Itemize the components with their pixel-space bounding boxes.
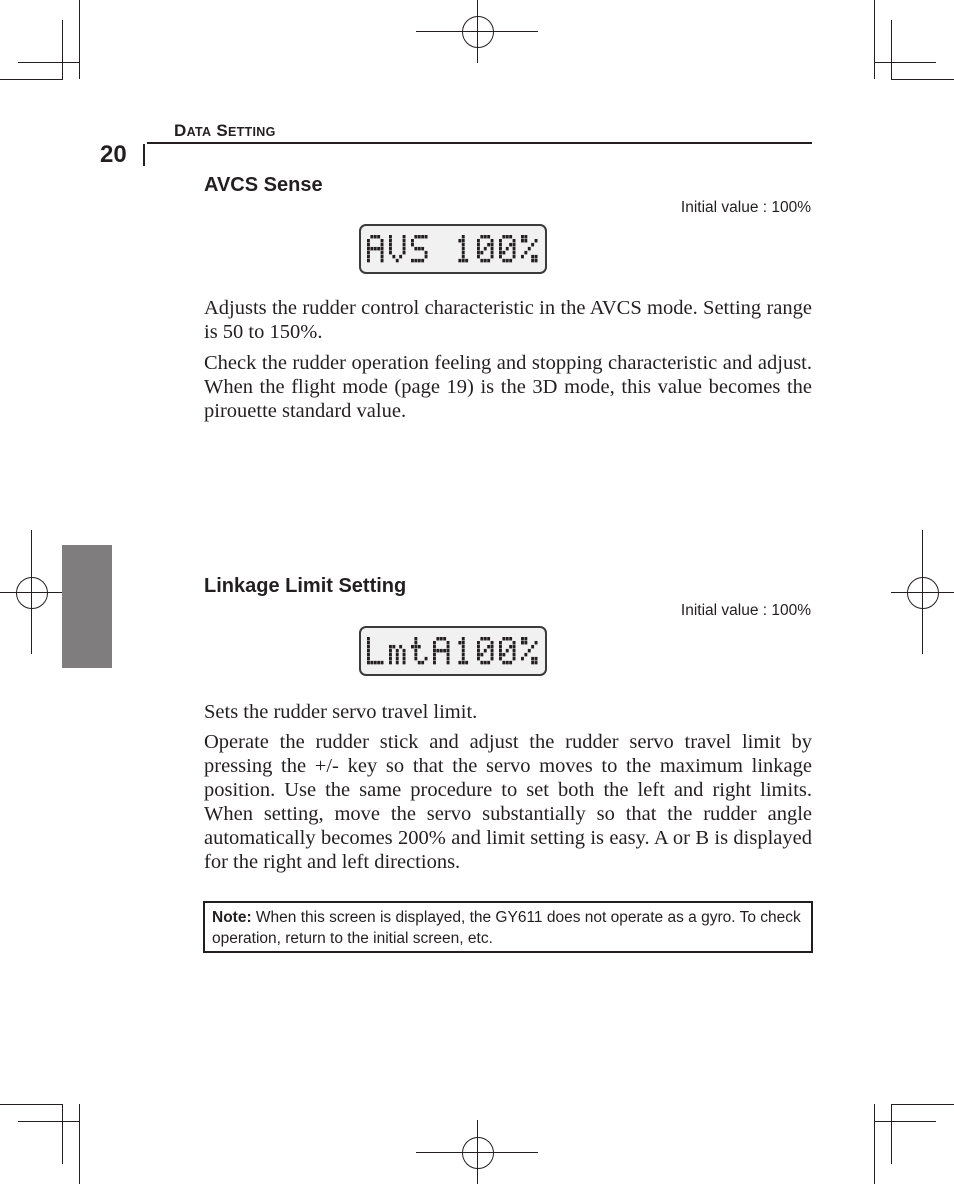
side-tab	[62, 545, 112, 668]
lcd-pixel	[403, 661, 406, 664]
lcd-pixel	[425, 657, 428, 660]
lcd-pixel	[477, 645, 480, 648]
lcd-pixel	[521, 239, 524, 242]
lcd-pixel	[513, 251, 516, 254]
lcd-pixel	[513, 239, 516, 242]
lcd-pixel	[370, 235, 373, 238]
lcd-pixel	[458, 641, 461, 644]
lcd-pixel	[491, 653, 494, 656]
lcd-pixel	[367, 649, 370, 652]
lcd-pixel	[433, 657, 436, 660]
lcd-pixel	[367, 641, 370, 644]
crop-mark	[874, 62, 936, 63]
lcd-pixel	[389, 235, 392, 238]
lcd-pixel	[513, 243, 516, 246]
lcd-pixel	[443, 637, 446, 640]
lcd-pixel	[418, 247, 421, 250]
lcd-pixel	[535, 259, 538, 262]
crop-mark	[79, 0, 80, 79]
lcd-pixel	[414, 657, 417, 660]
linkage-initial-value: Initial value : 100%	[680, 602, 811, 619]
crop-mark	[874, 1121, 936, 1122]
avcs-paragraph-1: Adjusts the rudder control characteristic in the AVCS mode. Setting range is 50 to 150%.	[204, 297, 812, 343]
lcd-pixel	[491, 645, 494, 648]
lcd-pixel	[499, 243, 502, 246]
lcd-pixel	[367, 637, 370, 640]
lcd-pixel	[389, 649, 392, 652]
lcd-pixel	[506, 649, 509, 652]
lcd-pixel	[480, 259, 483, 262]
lcd-pixel	[414, 653, 417, 656]
lcd-pixel	[513, 653, 516, 656]
lcd-pixel	[477, 255, 480, 258]
lcd-pixel	[513, 641, 516, 644]
lcd-pixel	[462, 255, 465, 258]
lcd-pixel	[506, 637, 509, 640]
lcd-pixel	[389, 645, 392, 648]
lcd-pixel	[506, 661, 509, 664]
lcd-pixel	[433, 649, 436, 652]
lcd-pixel	[509, 645, 512, 648]
lcd-pixel	[513, 649, 516, 652]
lcd-pixel	[524, 251, 527, 254]
lcd-pixel	[418, 259, 421, 262]
lcd-pixel	[403, 235, 406, 238]
lcd-pixel	[521, 641, 524, 644]
lcd-pixel	[414, 641, 417, 644]
lcd-pixel	[389, 653, 392, 656]
lcd-pixel	[528, 247, 531, 250]
lcd-pixel	[524, 653, 527, 656]
lcd-pixel	[414, 247, 417, 250]
lcd-char	[499, 637, 516, 664]
lcd-pixel	[436, 637, 439, 640]
lcd-pixel	[421, 235, 424, 238]
lcd-pixel	[396, 649, 399, 652]
lcd-pixel	[425, 255, 428, 258]
lcd-pixel	[502, 653, 505, 656]
lcd-pixel	[367, 653, 370, 656]
lcd-pixel	[433, 653, 436, 656]
lcd-pixel	[462, 641, 465, 644]
lcd-char	[433, 637, 450, 664]
lcd-pixel	[480, 653, 483, 656]
lcd-pixel	[462, 259, 465, 262]
registration-circle	[16, 577, 48, 609]
lcd-pixel	[381, 661, 384, 664]
lcd-pixel	[425, 235, 428, 238]
lcd-pixel	[396, 657, 399, 660]
lcd-pixel	[487, 661, 490, 664]
lcd-char	[367, 637, 384, 664]
lcd-pixel	[499, 649, 502, 652]
lcd-pixel	[499, 645, 502, 648]
lcd-pixel	[499, 653, 502, 656]
lcd-char	[477, 637, 494, 664]
lcd-pixel	[535, 255, 538, 258]
lcd-pixel	[524, 641, 527, 644]
lcd-pixel	[462, 243, 465, 246]
lcd-pixel	[535, 641, 538, 644]
lcd-pixel	[374, 661, 377, 664]
lcd-pixel	[392, 645, 395, 648]
lcd-pixel	[531, 645, 534, 648]
lcd-pixel	[502, 235, 505, 238]
crop-mark	[62, 20, 63, 80]
lcd-pixel	[462, 661, 465, 664]
lcd-pixel	[521, 657, 524, 660]
lcd-char	[389, 235, 406, 262]
lcd-pixel	[524, 637, 527, 640]
lcd-pixel	[411, 259, 414, 262]
lcd-pixel	[403, 251, 406, 254]
lcd-pixel	[377, 235, 380, 238]
lcd-pixel	[433, 645, 436, 648]
crop-mark	[891, 1104, 954, 1105]
lcd-pixel	[535, 661, 538, 664]
lcd-pixel	[521, 235, 524, 238]
lcd-pixel	[477, 657, 480, 660]
lcd-pixel	[374, 247, 377, 250]
lcd-pixel	[477, 653, 480, 656]
lcd-pixel	[513, 255, 516, 258]
header-rule	[147, 142, 812, 144]
lcd-dot-matrix	[361, 628, 545, 674]
lcd-pixel	[524, 239, 527, 242]
lcd-pixel	[367, 239, 370, 242]
lcd-pixel	[484, 637, 487, 640]
lcd-pixel	[462, 239, 465, 242]
lcd-pixel	[499, 255, 502, 258]
lcd-pixel	[381, 247, 384, 250]
lcd-pixel	[480, 637, 483, 640]
lcd-pixel	[535, 239, 538, 242]
lcd-pixel	[411, 243, 414, 246]
lcd-pixel	[447, 653, 450, 656]
lcd-pixel	[403, 657, 406, 660]
lcd-pixel	[499, 657, 502, 660]
lcd-pixel	[399, 255, 402, 258]
lcd-pixel	[487, 235, 490, 238]
lcd-pixel	[414, 637, 417, 640]
lcd-pixel	[389, 657, 392, 660]
lcd-pixel	[487, 243, 490, 246]
lcd-pixel	[403, 239, 406, 242]
lcd-pixel	[531, 657, 534, 660]
lcd-pixel	[447, 641, 450, 644]
lcd-pixel	[447, 661, 450, 664]
lcd-pixel	[389, 243, 392, 246]
lcd-pixel	[477, 247, 480, 250]
lcd-pixel	[367, 251, 370, 254]
lcd-pixel	[528, 649, 531, 652]
lcd-pixel	[462, 637, 465, 640]
lcd-pixel	[499, 251, 502, 254]
lcd-char	[499, 235, 516, 262]
lcd-char	[521, 637, 538, 664]
lcd-pixel	[458, 661, 461, 664]
crop-mark	[874, 1104, 875, 1184]
lcd-char	[411, 235, 428, 262]
lcd-pixel	[421, 259, 424, 262]
lcd-pixel	[480, 251, 483, 254]
lcd-pixel	[477, 649, 480, 652]
lcd-pixel	[484, 247, 487, 250]
lcd-pixel	[477, 243, 480, 246]
lcd-pixel	[433, 641, 436, 644]
lcd-pixel	[458, 259, 461, 262]
linkage-paragraph-2: Operate the rudder stick and adjust the rudder servo travel limit by pressing the +/- key so that the servo moves to the maximum linkage position. Use the same procedure to set both the left and right limits. When setting, move the servo substantially so that the rudder angle automatically becomes 200% and limit setting is easy. A or B is displayed for the right and left directions.	[204, 731, 812, 873]
lcd-pixel	[389, 251, 392, 254]
lcd-pixel	[411, 239, 414, 242]
lcd-pixel	[462, 649, 465, 652]
lcd-pixel	[499, 247, 502, 250]
lcd-pixel	[477, 641, 480, 644]
lcd-pixel	[414, 645, 417, 648]
lcd-pixel	[491, 247, 494, 250]
lcd-pixel	[367, 657, 370, 660]
lcd-pixel	[506, 259, 509, 262]
lcd-pixel	[491, 657, 494, 660]
lcd-pixel	[443, 649, 446, 652]
lcd-pixel	[465, 661, 468, 664]
lcd-pixel	[389, 239, 392, 242]
linkage-heading: Linkage Limit Setting	[204, 575, 407, 597]
lcd-pixel	[484, 649, 487, 652]
lcd-pixel	[396, 653, 399, 656]
lcd-pixel	[491, 251, 494, 254]
lcd-pixel	[403, 243, 406, 246]
lcd-pixel	[513, 645, 516, 648]
lcd-pixel	[480, 661, 483, 664]
lcd-pixel	[477, 239, 480, 242]
note-box	[203, 901, 813, 953]
lcd-pixel	[513, 657, 516, 660]
avcs-initial-value: Initial value : 100%	[680, 199, 811, 216]
lcd-pixel	[491, 649, 494, 652]
lcd-char	[477, 235, 494, 262]
lcd-pixel	[484, 235, 487, 238]
lcd-pixel	[367, 259, 370, 262]
lcd-pixel	[535, 657, 538, 660]
lcd-pixel	[487, 645, 490, 648]
lcd-pixel	[418, 235, 421, 238]
lcd-pixel	[509, 637, 512, 640]
lcd-pixel	[403, 653, 406, 656]
lcd-pixel	[436, 649, 439, 652]
lcd-pixel	[487, 637, 490, 640]
lcd-pixel	[531, 243, 534, 246]
avcs-lcd-display	[359, 224, 547, 274]
lcd-pixel	[491, 255, 494, 258]
lcd-pixel	[389, 247, 392, 250]
lcd-pixel	[462, 251, 465, 254]
lcd-pixel	[502, 661, 505, 664]
avcs-paragraph-2: Check the rudder operation feeling and stopping characteristic and adjust. When the flight mode (page 19) is the 3D mode, this value becomes the pirouette standard value.	[204, 352, 812, 422]
crop-mark	[0, 79, 63, 80]
lcd-char	[458, 235, 468, 262]
lcd-pixel	[389, 661, 392, 664]
lcd-pixel	[403, 247, 406, 250]
lcd-pixel	[381, 239, 384, 242]
lcd-pixel	[414, 235, 417, 238]
lcd-pixel	[440, 637, 443, 640]
lcd-pixel	[531, 661, 534, 664]
crop-mark	[874, 0, 875, 79]
lcd-char	[458, 637, 468, 664]
crop-mark	[891, 20, 892, 80]
registration-circle	[462, 1137, 494, 1169]
lcd-pixel	[447, 649, 450, 652]
lcd-pixel	[370, 661, 373, 664]
lcd-pixel	[411, 645, 414, 648]
lcd-pixel	[377, 247, 380, 250]
crop-mark	[18, 62, 80, 63]
lcd-pixel	[509, 661, 512, 664]
lcd-pixel	[377, 661, 380, 664]
lcd-pixel	[381, 251, 384, 254]
lcd-pixel	[462, 235, 465, 238]
lcd-pixel	[381, 243, 384, 246]
lcd-pixel	[367, 661, 370, 664]
lcd-pixel	[477, 251, 480, 254]
lcd-pixel	[421, 661, 424, 664]
lcd-pixel	[506, 235, 509, 238]
lcd-pixel	[396, 259, 399, 262]
lcd-pixel	[465, 259, 468, 262]
lcd-char	[389, 645, 406, 664]
lcd-char	[411, 637, 428, 664]
lcd-pixel	[531, 255, 534, 258]
lcd-pixel	[374, 235, 377, 238]
lcd-dot-matrix	[361, 226, 545, 272]
lcd-char	[521, 235, 538, 262]
section-title: DATA SETTING	[174, 121, 276, 140]
lcd-pixel	[531, 259, 534, 262]
lcd-pixel	[440, 649, 443, 652]
crop-mark	[891, 79, 954, 80]
crop-mark	[79, 1104, 80, 1184]
lcd-pixel	[396, 661, 399, 664]
lcd-pixel	[433, 661, 436, 664]
lcd-pixel	[367, 243, 370, 246]
note-label: Note:	[212, 909, 252, 926]
page-number: 20	[100, 141, 127, 168]
lcd-pixel	[447, 657, 450, 660]
note-text: When this screen is displayed, the GY611 does not operate as a gyro. To check operation, return to the initial screen, etc.	[212, 909, 801, 947]
lcd-pixel	[513, 247, 516, 250]
crop-mark	[18, 1121, 80, 1122]
lcd-pixel	[462, 247, 465, 250]
registration-circle	[462, 16, 494, 48]
page-number-bar	[143, 144, 145, 166]
lcd-pixel	[458, 239, 461, 242]
crop-mark	[891, 1104, 892, 1164]
lcd-pixel	[499, 239, 502, 242]
lcd-pixel	[381, 255, 384, 258]
lcd-pixel	[502, 637, 505, 640]
linkage-lcd-display	[359, 626, 547, 676]
lcd-pixel	[370, 247, 373, 250]
crop-mark	[0, 1104, 63, 1105]
lcd-pixel	[491, 239, 494, 242]
lcd-pixel	[414, 259, 417, 262]
lcd-pixel	[462, 653, 465, 656]
lcd-pixel	[403, 649, 406, 652]
lcd-pixel	[418, 661, 421, 664]
lcd-pixel	[392, 255, 395, 258]
lcd-pixel	[421, 247, 424, 250]
lcd-pixel	[524, 235, 527, 238]
lcd-pixel	[502, 251, 505, 254]
lcd-pixel	[462, 645, 465, 648]
lcd-pixel	[484, 259, 487, 262]
lcd-pixel	[367, 255, 370, 258]
lcd-pixel	[487, 259, 490, 262]
lcd-pixel	[502, 259, 505, 262]
linkage-paragraph-1: Sets the rudder servo travel limit.	[204, 701, 478, 723]
lcd-pixel	[509, 259, 512, 262]
lcd-pixel	[462, 657, 465, 660]
lcd-pixel	[399, 645, 402, 648]
lcd-pixel	[425, 251, 428, 254]
lcd-pixel	[414, 649, 417, 652]
lcd-pixel	[521, 255, 524, 258]
lcd-pixel	[484, 661, 487, 664]
lcd-pixel	[367, 645, 370, 648]
crop-mark	[62, 1104, 63, 1164]
lcd-char	[367, 235, 384, 262]
registration-circle	[907, 577, 939, 609]
lcd-pixel	[509, 235, 512, 238]
lcd-pixel	[418, 645, 421, 648]
lcd-pixel	[381, 259, 384, 262]
lcd-pixel	[491, 641, 494, 644]
lcd-pixel	[367, 247, 370, 250]
lcd-pixel	[506, 247, 509, 250]
lcd-pixel	[499, 641, 502, 644]
lcd-pixel	[521, 637, 524, 640]
lcd-pixel	[480, 235, 483, 238]
lcd-pixel	[491, 243, 494, 246]
avcs-heading: AVCS Sense	[204, 174, 323, 196]
lcd-pixel	[447, 645, 450, 648]
lcd-pixel	[509, 243, 512, 246]
